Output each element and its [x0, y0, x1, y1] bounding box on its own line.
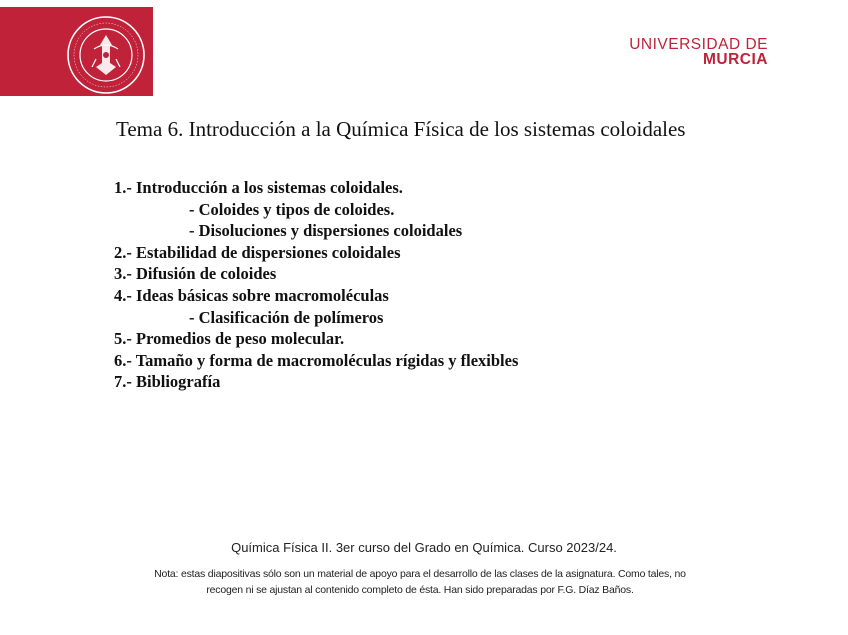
- outline-item: 7.- Bibliografía: [114, 372, 221, 392]
- topic-outline: [114, 177, 518, 393]
- outline-item: 1.- Introducción a los sistemas coloidales.: [114, 178, 403, 197]
- university-seal-icon: [66, 15, 146, 95]
- outline-subitem: - Disoluciones y dispersiones coloidales: [189, 221, 463, 241]
- outline-item: 4.- Ideas básicas sobre macromoléculas: [114, 285, 389, 305]
- footnote-line1: Nota: estas diapositivas sólo son un material de apoyo para el desarrollo de las clases de la asignatura. Como tales, no: [154, 568, 686, 580]
- footnote-line2: recogen ni se ajustan al contenido completo de ésta. Han sido preparadas por F.G. Díaz Baños.: [206, 584, 634, 596]
- outline-subitem: - Coloides y tipos de coloides.: [189, 199, 395, 219]
- footnote: [70, 566, 770, 598]
- seal-banner: [0, 7, 153, 96]
- university-logo: [629, 37, 768, 67]
- outline-item: 2.- Estabilidad de dispersiones coloidales: [114, 242, 401, 262]
- outline-item: 3.- Difusión de coloides: [114, 264, 277, 284]
- university-name-line1: UNIVERSIDAD DE: [629, 36, 768, 53]
- outline-item: 6.- Tamaño y forma de macromoléculas rígidas y flexibles: [114, 350, 519, 370]
- slide-title: Tema 6. Introducción a la Química Física de los sistemas coloidales: [116, 117, 686, 141]
- outline-subitem: - Clasificación de polímeros: [189, 307, 384, 327]
- outline-item: 5.- Promedios de peso molecular.: [114, 329, 345, 349]
- university-name-line2: MURCIA: [703, 51, 768, 68]
- course-info: Química Física II. 3er curso del Grado en Química. Curso 2023/24.: [231, 540, 617, 555]
